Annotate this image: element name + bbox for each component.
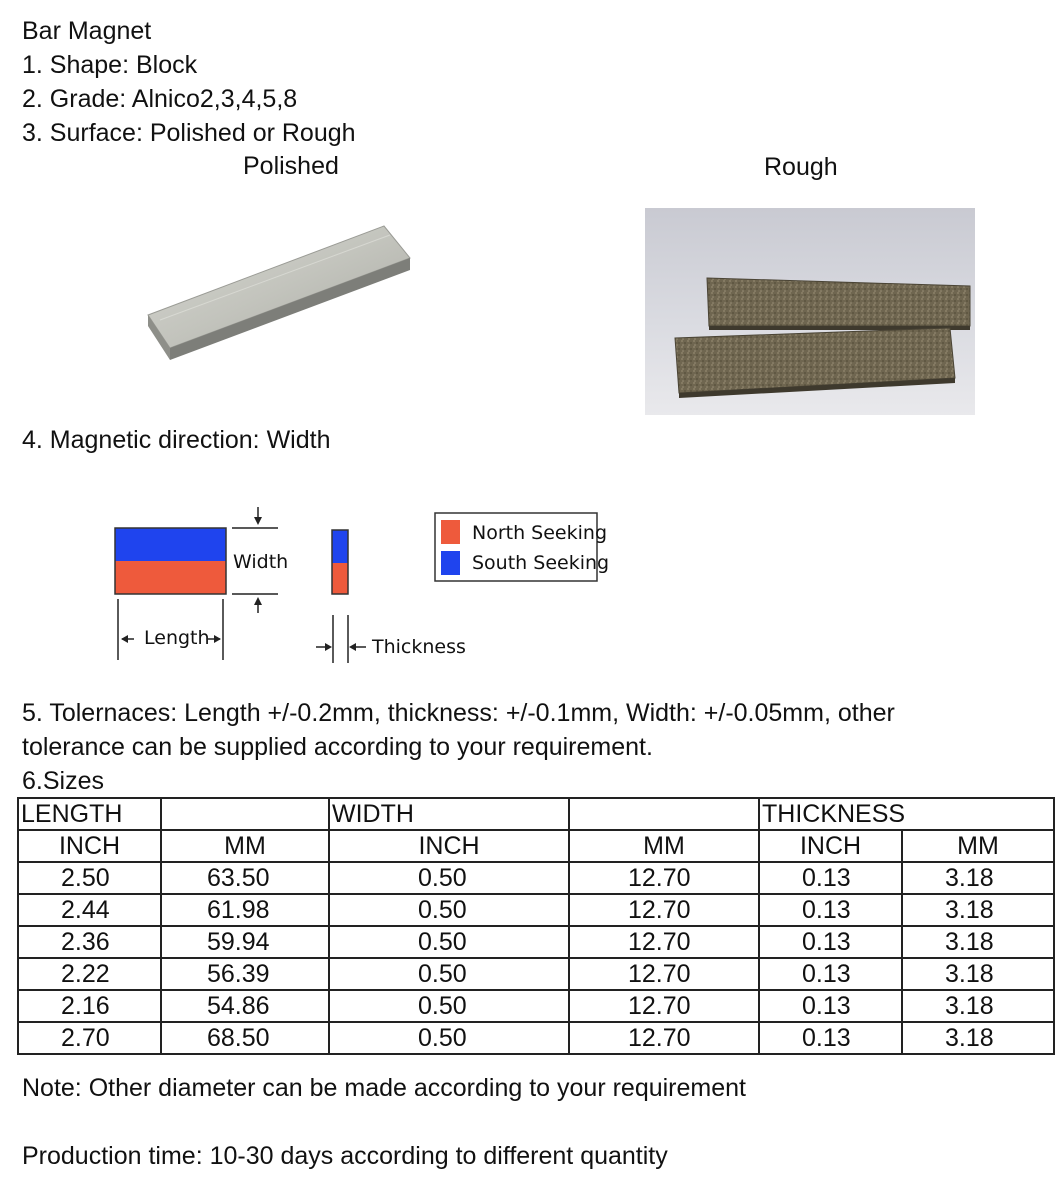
rough-magnet-image [645, 208, 975, 415]
table-cell: 63.50 [161, 862, 329, 894]
note-line: Note: Other diameter can be made according to your requirement [22, 1074, 746, 1102]
unit-header: MM [161, 830, 329, 862]
table-cell: 2.36 [18, 926, 161, 958]
table-cell: 3.18 [902, 1022, 1054, 1054]
polished-magnet-image [140, 220, 415, 370]
table-cell: 0.13 [759, 958, 902, 990]
table-cell: 3.18 [902, 990, 1054, 1022]
table-cell: 59.94 [161, 926, 329, 958]
table-cell: 0.13 [759, 862, 902, 894]
table-cell: 2.44 [18, 894, 161, 926]
group-length: LENGTH [18, 798, 161, 830]
group-header-row [18, 798, 1054, 830]
table-cell: 12.70 [569, 958, 759, 990]
north-pole-region [115, 561, 226, 594]
thickness-label: Thickness [372, 636, 466, 658]
table-cell: 3.18 [902, 894, 1054, 926]
table-cell: 3.18 [902, 926, 1054, 958]
table-cell: 3.18 [902, 958, 1054, 990]
unit-header-row [18, 830, 1054, 862]
legend-south-label: South Seeking [472, 552, 610, 574]
rough-label: Rough [764, 153, 838, 181]
unit-header: INCH [329, 830, 569, 862]
shape-line: 1. Shape: Block [22, 51, 198, 79]
table-cell: 12.70 [569, 990, 759, 1022]
table-cell: 0.50 [329, 1022, 569, 1054]
tolerances-line-2: tolerance can be supplied according to your requirement. [22, 733, 653, 761]
table-cell: 61.98 [161, 894, 329, 926]
sizes-heading: 6.Sizes [22, 767, 104, 795]
grade-line: 2. Grade: Alnico2,3,4,5,8 [22, 85, 298, 113]
group-width: WIDTH [329, 798, 569, 830]
table-cell: 0.50 [329, 990, 569, 1022]
table-row [18, 894, 1054, 926]
unit-header: INCH [759, 830, 902, 862]
surface-line: 3. Surface: Polished or Rough [22, 119, 356, 147]
table-cell: 0.13 [759, 894, 902, 926]
table-row [18, 926, 1054, 958]
polished-label: Polished [243, 152, 339, 180]
table-cell: 0.50 [329, 862, 569, 894]
unit-header: INCH [18, 830, 161, 862]
production-line: Production time: 10-30 days according to different quantity [22, 1142, 668, 1170]
table-cell: 12.70 [569, 894, 759, 926]
sizes-table [17, 797, 1055, 1055]
south-seeking-swatch [441, 551, 460, 575]
table-cell: 2.70 [18, 1022, 161, 1054]
table-cell: 0.50 [329, 958, 569, 990]
table-cell: 2.22 [18, 958, 161, 990]
table-cell: 12.70 [569, 926, 759, 958]
table-cell: 0.50 [329, 926, 569, 958]
table-cell: 3.18 [902, 862, 1054, 894]
magnetic-direction-diagram [100, 495, 620, 675]
table-cell: 68.50 [161, 1022, 329, 1054]
tolerances-line-1: 5. Tolernaces: Length +/-0.2mm, thickness: +/-0.1mm, Width: +/-0.05mm, other [22, 699, 895, 727]
table-row [18, 990, 1054, 1022]
south-pole-region [115, 528, 226, 561]
magnetic-direction-heading: 4. Magnetic direction: Width [22, 426, 331, 454]
table-row [18, 862, 1054, 894]
table-cell: 54.86 [161, 990, 329, 1022]
table-row [18, 1022, 1054, 1054]
group-thickness: THICKNESS [759, 798, 1054, 830]
unit-header: MM [569, 830, 759, 862]
table-cell: 0.13 [759, 926, 902, 958]
table-cell: 0.13 [759, 1022, 902, 1054]
table-cell: 12.70 [569, 862, 759, 894]
width-label: Width [233, 551, 289, 573]
table-cell: 0.13 [759, 990, 902, 1022]
legend-north-label: North Seeking [472, 522, 608, 544]
unit-header: MM [902, 830, 1054, 862]
table-row [18, 958, 1054, 990]
title: Bar Magnet [22, 17, 152, 45]
table-cell: 2.50 [18, 862, 161, 894]
length-label: Length [144, 627, 210, 649]
table-cell: 56.39 [161, 958, 329, 990]
table-cell: 12.70 [569, 1022, 759, 1054]
north-seeking-swatch [441, 520, 460, 544]
table-cell: 2.16 [18, 990, 161, 1022]
table-cell: 0.50 [329, 894, 569, 926]
